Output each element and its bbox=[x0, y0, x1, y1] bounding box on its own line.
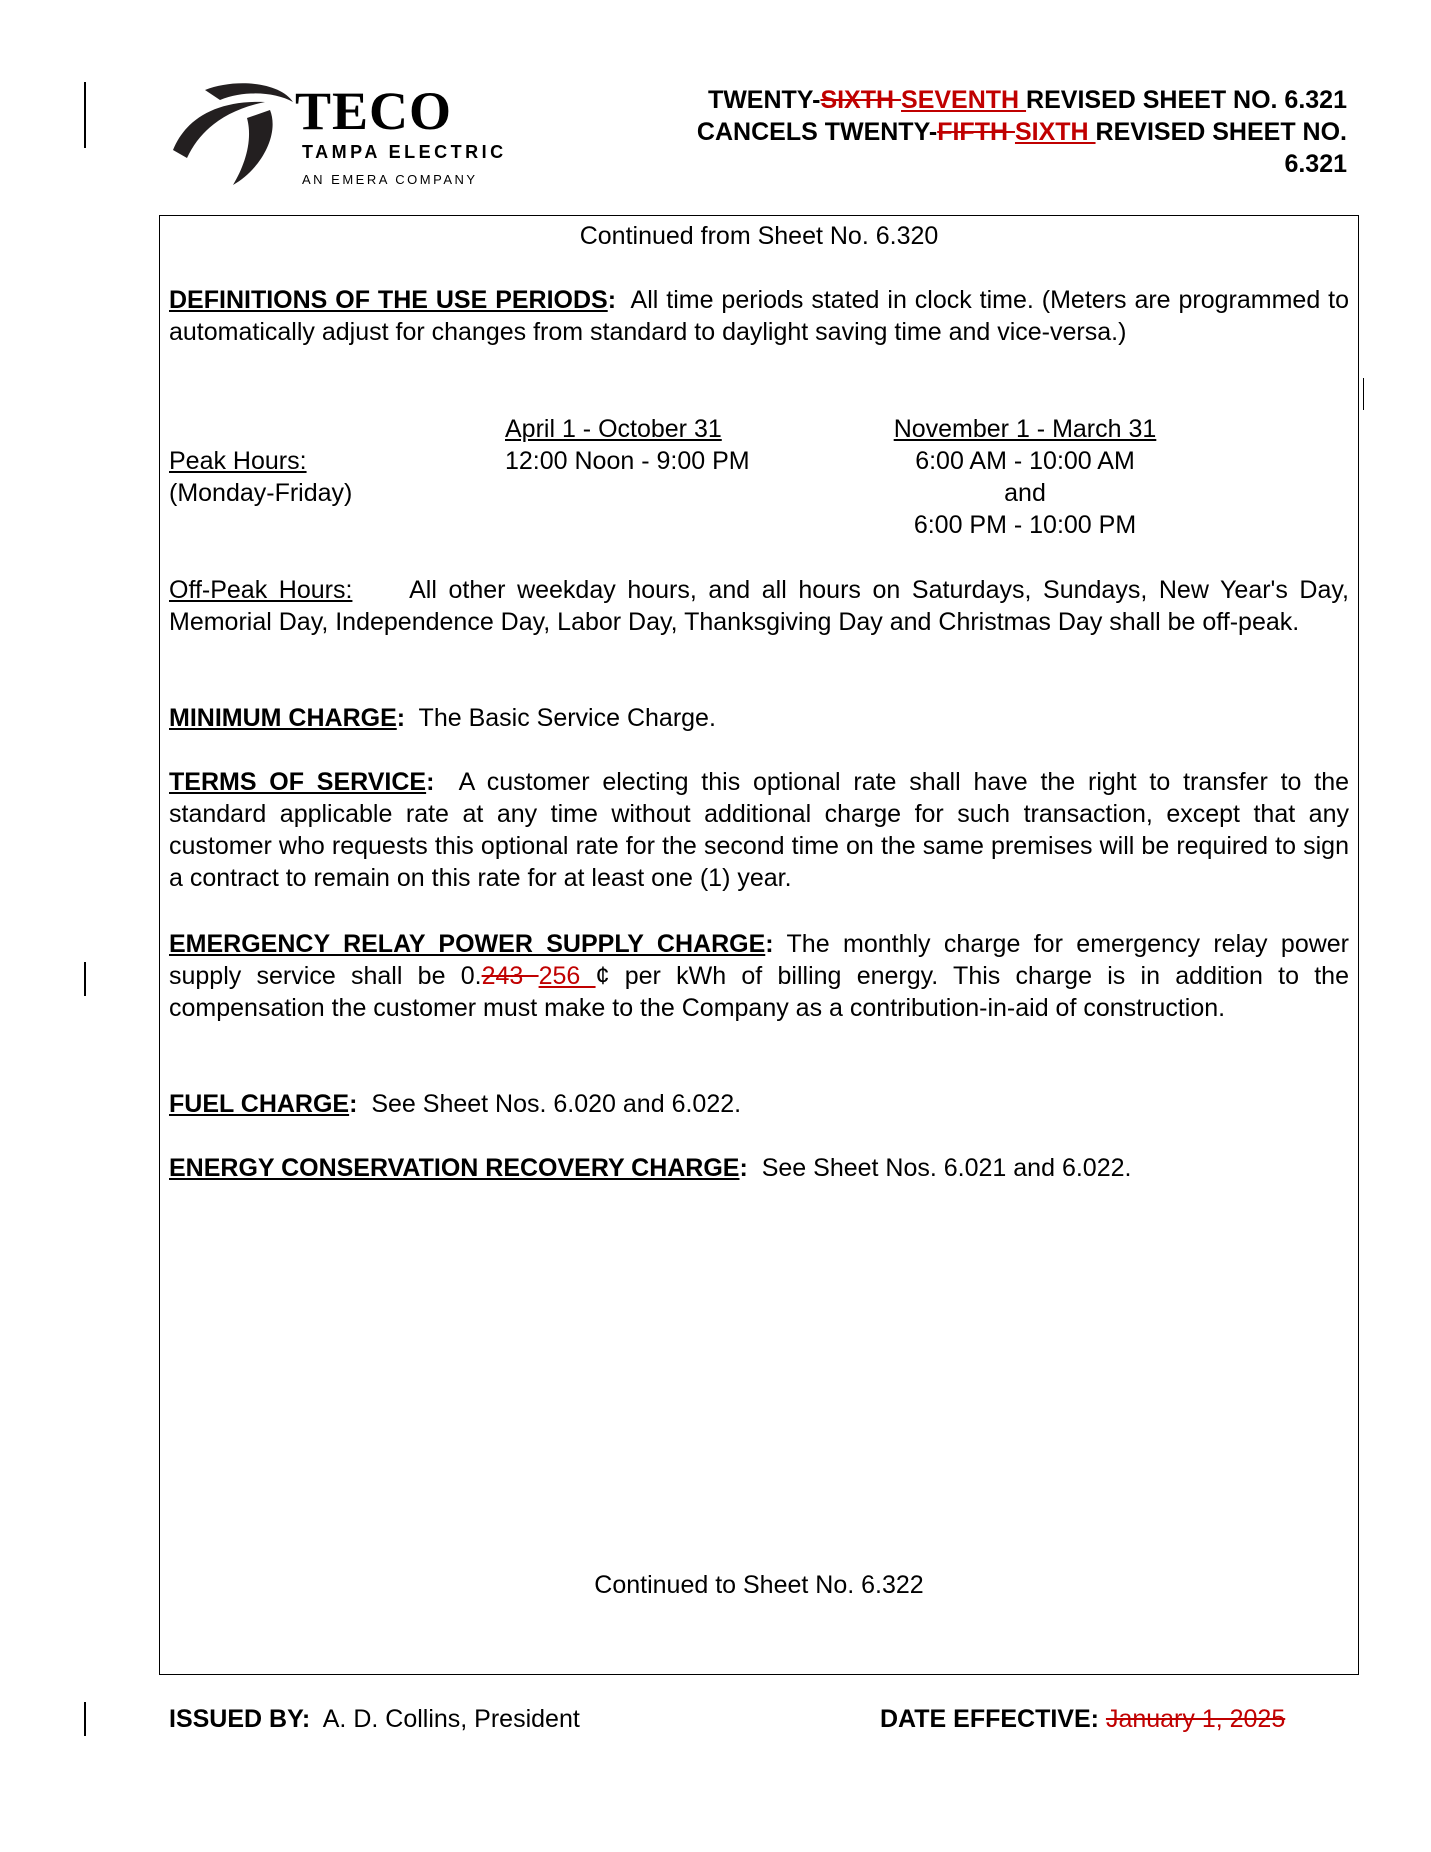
definitions-heading: DEFINITIONS OF THE USE PERIODS bbox=[169, 286, 608, 314]
definitions-text: All time periods stated in clock time. (Meters are programmed to automatically adjust for changes from standard to daylight saving time and vice-versa.) bbox=[169, 286, 1350, 346]
conservation-heading: ENERGY CONSERVATION RECOVERY CHARGE bbox=[169, 1154, 740, 1182]
summer-peak-hours: 12:00 Noon - 9:00 PM bbox=[505, 447, 750, 475]
winter-peak-and: and bbox=[1004, 479, 1046, 507]
change-bar-emergency bbox=[84, 962, 86, 996]
issued-by-value: A. D. Collins, President bbox=[322, 1705, 580, 1733]
peak-hours-label: Peak Hours: bbox=[169, 447, 307, 475]
deleted-text: 243 bbox=[481, 962, 539, 990]
inserted-text: 256 bbox=[538, 962, 596, 990]
teco-swoosh-icon bbox=[165, 80, 295, 190]
issued-by-label: ISSUED BY: bbox=[169, 1705, 311, 1733]
emergency-section: EMERGENCY RELAY POWER SUPPLY CHARGE: The monthly charge for emergency relay power supply service shall be 0.243 256 ¢ per kWh of billing energy. This charge is in addition to the compensation the customer must make to the Company as a contribution-in-aid of construction. bbox=[169, 930, 1350, 1022]
summer-period-header: April 1 - October 31 bbox=[505, 415, 722, 443]
deleted-text: SIXTH bbox=[820, 86, 902, 114]
sheet-header-line2: CANCELS TWENTY-FIFTH SIXTH REVISED SHEET NO. bbox=[696, 118, 1347, 146]
peak-hours-label-block bbox=[169, 445, 352, 509]
sheet-header-line3: 6.321 bbox=[1284, 150, 1347, 178]
winter-peak-evening: 6:00 PM - 10:00 PM bbox=[913, 511, 1137, 539]
date-effective bbox=[880, 1705, 1285, 1734]
winter-period-header: November 1 - March 31 bbox=[893, 415, 1157, 443]
change-bar-header bbox=[84, 82, 86, 148]
teco-logo bbox=[165, 80, 565, 190]
logo-wordmark: TECO bbox=[295, 81, 453, 141]
change-bar-right bbox=[1363, 378, 1364, 410]
terms-text: A customer electing this optional rate shall have the right to transfer to the standard applicable rate at any time without additional charge for such transaction, except that any customer who requests this optional rate for the second time on the same premises will be required to sign a contract to remain on this rate for at least one (1) year. bbox=[169, 768, 1350, 892]
continued-to: Continued to Sheet No. 6.322 bbox=[594, 1571, 924, 1599]
sheet-header-line1: TWENTY-SIXTH SEVENTH REVISED SHEET NO. 6.321 bbox=[707, 86, 1347, 114]
inserted-text: SIXTH bbox=[1014, 118, 1096, 146]
off-peak-label: Off-Peak Hours: bbox=[169, 576, 353, 604]
date-effective-deleted: January 1, 2025 bbox=[1105, 1705, 1286, 1733]
inserted-text: SEVENTH bbox=[901, 86, 1027, 114]
minimum-charge-text: The Basic Service Charge. bbox=[418, 704, 716, 732]
emergency-text-after: ¢ per kWh of billing energy. This charge is in addition to the compensation the customer must make to the Company as a contribution-in-aid of construction. bbox=[169, 962, 1349, 1022]
emergency-heading: EMERGENCY RELAY POWER SUPPLY CHARGE bbox=[169, 930, 766, 958]
peak-hours-days: (Monday-Friday) bbox=[169, 479, 353, 507]
deleted-text: FIFTH bbox=[937, 118, 1015, 146]
winter-period bbox=[885, 413, 1165, 541]
fuel-text: See Sheet Nos. 6.020 and 6.022. bbox=[371, 1090, 742, 1118]
date-effective-label: DATE EFFECTIVE: bbox=[880, 1705, 1099, 1733]
off-peak-text: All other weekday hours, and all hours on Saturdays, Sundays, New Year's Day, Memorial Day, Independence Day, Labor Day, Thanksgiving Day and Christmas Day shall be off-peak. bbox=[169, 576, 1349, 636]
logo-company-name: TAMPA ELECTRIC bbox=[302, 142, 507, 162]
terms-section: TERMS OF SERVICE: A customer electing this optional rate shall have the right to transfer to the standard applicable rate at any time without additional charge for such transaction, except that any customer who requests this optional rate for the second time on the same premises will be required to sign a contract to remain on this rate for at least one (1) year. bbox=[169, 768, 1350, 892]
sheet-header bbox=[587, 84, 1347, 180]
fuel-heading: FUEL CHARGE bbox=[169, 1090, 350, 1118]
terms-heading: TERMS OF SERVICE bbox=[169, 768, 427, 796]
minimum-charge-heading: MINIMUM CHARGE bbox=[169, 704, 397, 732]
definitions-section: DEFINITIONS OF THE USE PERIODS: All time periods stated in clock time. (Meters are programmed to automatically adjust for changes from standard to daylight saving time and vice-versa.) bbox=[169, 286, 1350, 346]
change-bar-footer bbox=[84, 1702, 86, 1736]
continued-from: Continued from Sheet No. 6.320 bbox=[579, 222, 939, 250]
fuel-section: FUEL CHARGE: See Sheet Nos. 6.020 and 6.022. bbox=[169, 1090, 742, 1118]
off-peak-section bbox=[169, 574, 1349, 638]
winter-peak-morning: 6:00 AM - 10:00 AM bbox=[915, 447, 1135, 475]
summer-period bbox=[505, 413, 750, 477]
conservation-text: See Sheet Nos. 6.021 and 6.022. bbox=[761, 1154, 1132, 1182]
issued-by bbox=[169, 1705, 580, 1734]
emergency-text-before: The monthly charge for emergency relay power supply service shall be 0. bbox=[169, 930, 1350, 990]
conservation-section: ENERGY CONSERVATION RECOVERY CHARGE: See Sheet Nos. 6.021 and 6.022. bbox=[169, 1154, 1132, 1182]
logo-parent-company: AN EMERA COMPANY bbox=[302, 172, 478, 187]
minimum-charge-section: MINIMUM CHARGE: The Basic Service Charge. bbox=[169, 704, 716, 732]
